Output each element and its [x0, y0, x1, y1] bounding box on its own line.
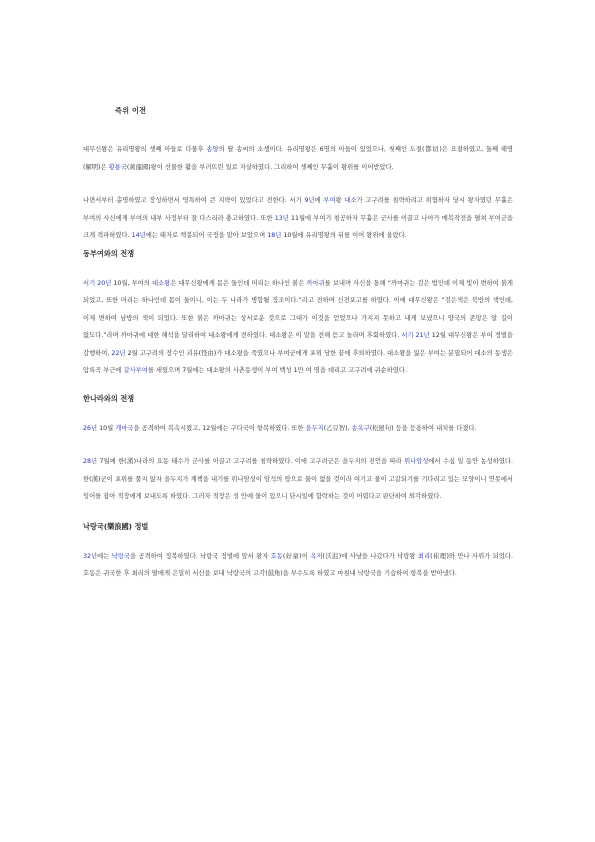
wiki-link[interactable]: 최리: [417, 552, 431, 560]
paragraph: [83, 548, 513, 583]
section-heading: 한나라와의 전쟁: [83, 393, 135, 403]
text-run: 10월, 부여의: [111, 279, 152, 287]
text-run: 를 보내며 사신을 통해 “까마귀는 검은 법인데 이제 빛이 변하여 붉게 되었고, 또한 머리는 하나인데 몸이 둘이니, 이는 두 나라가 병합될 징조이다.”라고 전하며 신전포고를 하였다. 이에 대무신왕은 “검은색은 북방의 색인데, 이제 변하여 남방의 색이 되었다. 또한 붉은 까마귀는 상서로운 것으로 그대가 이것을 얻었으나 가지지 못하고 내게 보냈으니 양국의 존망은 알 길이 없도다.”라며 까마귀에 대한 해석을 달리하여 대소왕에게 전하였다. 대소왕은 이 말을 전해 듣고 놀라며 후회하였다.: [83, 279, 513, 339]
wiki-link[interactable]: 18년: [267, 232, 282, 239]
text-run: 에: [314, 197, 324, 204]
section-heading: 동부여와의 전쟁: [83, 248, 135, 258]
wiki-link[interactable]: 32년: [83, 552, 98, 560]
text-run: 12월 대무신왕은 부여 정벌을 감행하여,: [83, 332, 513, 357]
text-run: (松屋句) 등을 등용하여 내치를 다졌다.: [369, 424, 477, 432]
wiki-link[interactable]: 위나암성: [404, 458, 429, 465]
wiki-link[interactable]: 낙랑국: [111, 552, 130, 560]
paragraph: [83, 453, 513, 506]
wiki-link[interactable]: 까마귀: [306, 279, 325, 287]
wiki-link[interactable]: 22년: [111, 349, 126, 357]
text-run: 에는: [97, 552, 112, 560]
text-run: 에서 수십 일 동안 농성하였다. 한(漢)군이 포위를 풀지 않자 을두지가 계책을 내기를 위나암성이 암석의 땅으로 물이 없을 것이라 여기고 물이 고갈되기를 기다리고 있는 모양이니 연못에서 잉어를 잡아 적장에게 보내도록 하였다. 그러자 적장은 성 안에 물이 있으니 단시일에 함락하는 것이 어렵다고 판단하여 퇴각하였다.: [83, 458, 513, 500]
text-run: 을 공격하여 복속시켰고, 12월에는 구다국이 항복하였다. 또한: [133, 424, 306, 432]
wiki-link[interactable]: 송양: [206, 146, 219, 153]
wiki-link[interactable]: 옥저: [310, 552, 323, 560]
section-nakrang-conquest: [83, 522, 513, 583]
wiki-link[interactable]: 서기 21년: [401, 332, 430, 339]
wiki-link[interactable]: 13년: [274, 214, 289, 222]
text-run: 의 딸 송씨의 소생이다. 유리명왕은 6명의 아들이 있었으나, 첫째인 도절(都切)은 요절하였고, 둘째 해명(解明)은: [83, 146, 514, 171]
wiki-link[interactable]: 14년: [131, 232, 146, 239]
wiki-link[interactable]: 서기 20년: [83, 279, 112, 287]
section-intro: [83, 141, 513, 245]
text-run: (沃沮)에 사냥을 나갔다가 낙랑왕: [322, 552, 418, 560]
text-run: 가 고구려를 침략하려고 위협하자 당시 왕자였던 무휼은 부여의 사신에게 부여의 내부 사정부터 잘 다스리라 충고하였다. 또한: [83, 197, 513, 222]
wiki-link[interactable]: 을두지: [305, 424, 324, 432]
wiki-link[interactable]: 26년: [83, 424, 98, 432]
page-title: 즉위 이전: [115, 106, 147, 115]
text-run: 10월: [97, 424, 116, 432]
wiki-link[interactable]: 대소: [344, 197, 357, 204]
text-run: (好童)이: [282, 552, 311, 560]
text-run: 대무신왕은 유리명왕의 셋째 아들로 다물후: [83, 146, 207, 153]
text-run: 7월에 한(漢)나라의 요동 태수가 군사를 이끌고 고구려를 침략하였다. 이에 고구려군은 을두지의 진언을 따라: [97, 458, 405, 465]
text-run: 를 세웠으며 7월에는 대소왕의 사촌동생이 부여 백성 1만 여 명을 데리고 고구려에 귀순하였다.: [147, 367, 407, 374]
text-run: 은 대무신왕에게 몸은 둘인데 머리는 하나인 붉은: [170, 279, 307, 287]
wiki-link[interactable]: 송옥구: [351, 424, 370, 432]
wiki-link[interactable]: 황룡국: [108, 163, 127, 171]
text-run: 을 공격하여 정복하였다. 낙랑국 정벌에 앞서 왕자: [129, 552, 271, 560]
text-run: 나면서부터 총명하였고 장성하면서 영특하여 큰 지략이 있었다고 전한다. 서기: [83, 197, 305, 204]
text-run: 10월에 유리명왕의 뒤를 이어 왕위에 올랐다.: [281, 232, 407, 239]
wiki-link[interactable]: 부여: [323, 197, 336, 204]
wiki-link[interactable]: 대소왕: [151, 279, 171, 287]
wiki-link[interactable]: 호동: [270, 552, 283, 560]
section-dongbuyeo-war: [83, 249, 513, 380]
paragraph: [83, 420, 513, 438]
wiki-link[interactable]: 9년: [304, 197, 315, 204]
paragraph: [83, 192, 513, 245]
wiki-link[interactable]: 28년: [83, 458, 98, 465]
text-run: 에는 태자로 책봉되어 국정을 맡아 보았으며: [145, 232, 268, 239]
paragraph: [83, 141, 513, 176]
text-run: 11월에 부여가 침공하자 무휼은 군사를 이끌고 나아가 매복작전을 펼쳐 부여군을 크게 격파하였다.: [83, 214, 513, 239]
text-run: (乙豆智),: [323, 424, 352, 432]
section-heading: 낙랑국(樂浪國) 정벌: [83, 521, 149, 531]
paragraph: [83, 275, 513, 380]
wiki-link[interactable]: 갈사부여: [123, 367, 148, 374]
text-run: 왕: [335, 197, 345, 204]
text-run: (黃龍國)왕이 선물한 활을 부러뜨린 일로 자살하였다. 그리하여 셋째인 무휼이 왕위를 이어받았다.: [126, 163, 394, 171]
text-run: 2월 고구려의 장수인 괴유(怪由)가 대소왕을 죽였으나 부여군에게 포위 당한 끝에 후퇴하였다. 대소왕을 잃은 부여는 분열되어 대소의 동생은 압록곡 부근에: [83, 349, 514, 374]
section-han-war: [83, 394, 513, 506]
wiki-link[interactable]: 개마국: [115, 424, 134, 432]
text-run: (崔理)와 만나 사위가 되었다. 호동은 귀국한 후 최리의 딸에게 은밀히 서신을 보내 낙랑국의 고각(鼓角)을 부수도록 하였고 마침내 낙랑국을 기습하여 항복을 받아냈다.: [83, 552, 513, 577]
